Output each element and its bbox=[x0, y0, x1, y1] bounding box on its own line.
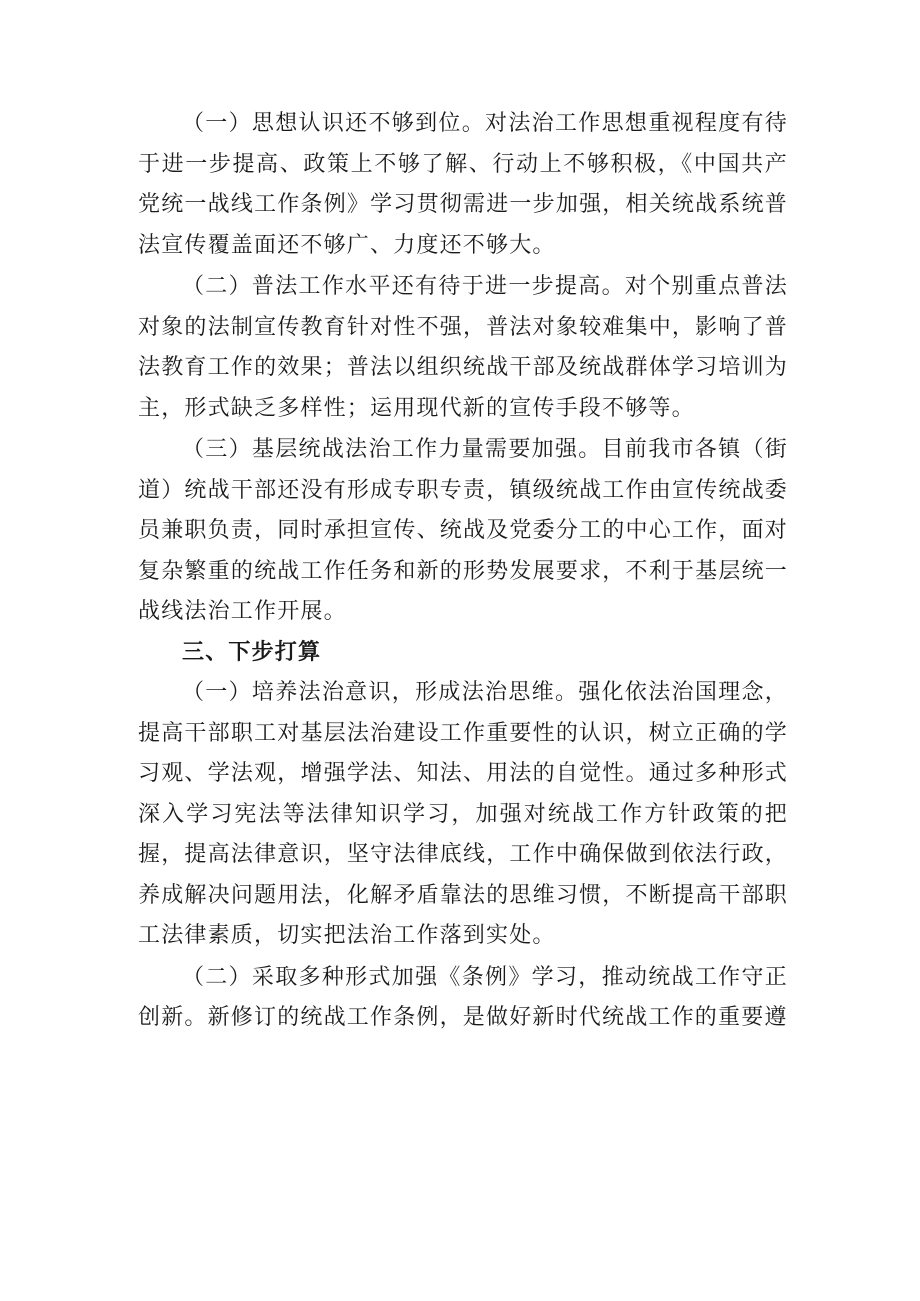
paragraph-rule-of-law-awareness: （一）培养法治意识，形成法治思维。强化依法治国理念，提高干部职工对基层法治建设工作重要性的认识，树立正确的学习观、学法观，增强学法、知法、用法的自觉性。通过多种形式深入学习宪法等法律知识学习，加强对统战工作方针政策的把握，提高法律意识，坚守法律底线，工作中确保做到依法行政，养成解决问题用法，化解矛盾靠法的思维习惯，不断提高干部职工法律素质，切实把法治工作落到实处。 bbox=[138, 680, 788, 948]
document-page bbox=[138, 104, 788, 1039]
paragraph-thinking-awareness: （一）思想认识还不够到位。对法治工作思想重视程度有待于进一步提高、政策上不够了解、行动上不够积极，《中国共产党统一战线工作条例》学习贯彻需进一步加强，相关统战系统普法宣传覆盖面还不够广、力度还不够大。 bbox=[138, 111, 788, 258]
paragraph-legal-education-level: （二）普法工作水平还有待于进一步提高。对个别重点普法对象的法制宣传教育针对性不强，普法对象较难集中，影响了普法教育工作的效果；普法以组织统战干部及统战群体学习培训为主，形式缺乏多样性；运用现代新的宣传手段不够等。 bbox=[138, 274, 788, 421]
section-heading-next-steps: 三、下步打算 bbox=[182, 639, 322, 665]
paragraph-grassroots-strength: （三）基层统战法治工作力量需要加强。目前我市各镇（街道）统战干部还没有形成专职专责，镇级统战工作由宣传统战委员兼职负责，同时承担宣传、统战及党委分工的中心工作，面对复杂繁重的统战工作任务和新的形势发展要求，不利于基层统一战线法治工作开展。 bbox=[138, 437, 788, 624]
paragraph-regulation-study: （二）采取多种形式加强《条例》学习，推动统战工作守正创新。新修订的统战工作条例，是做好新时代统战工作的重要遵 bbox=[138, 964, 788, 1030]
